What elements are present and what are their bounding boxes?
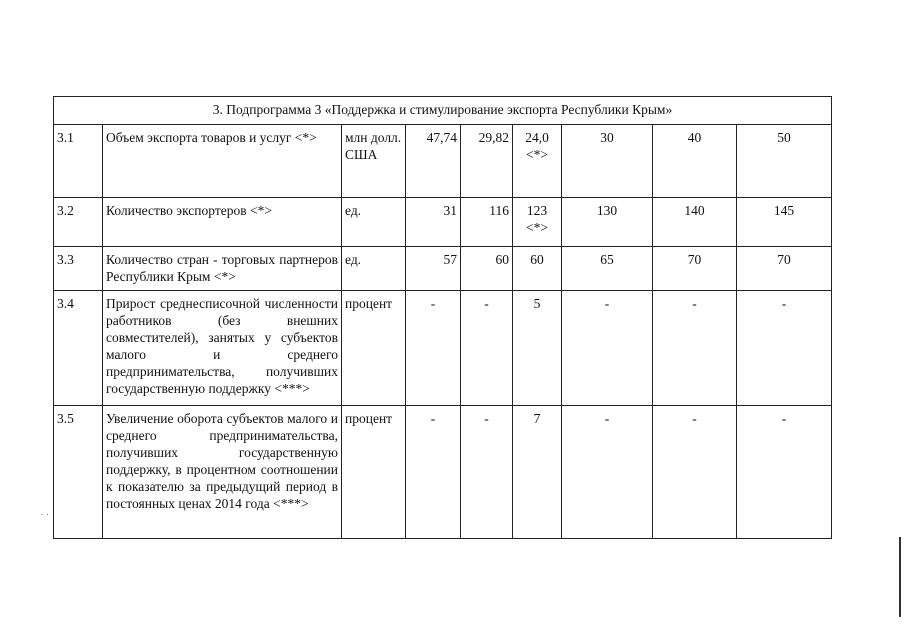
table-row [54,291,832,406]
value-cell: 5 [513,291,562,406]
value-cell: 70 [653,247,737,291]
indicator-name: Прирост среднесписочной численности работников (без внешних совместителей), занятых у субъектов малого и среднего предпринимательства, получивших государственную поддержку <***> [103,291,342,406]
value-cell: 31 [406,198,461,247]
table-row [54,406,832,539]
table-row [54,125,832,198]
value-cell: 123 <*> [513,198,562,247]
value-cell: 130 [562,198,653,247]
table-row [54,247,832,291]
value-cell: 60 [513,247,562,291]
value-cell: 30 [562,125,653,198]
value-cell: - [562,291,653,406]
indicator-name: Количество стран - торговых партнеров Республики Крым <*> [103,247,342,291]
row-number: 3.3 [54,247,103,291]
indicators-table [53,96,832,539]
subprogram-header-row [54,97,832,125]
value-cell: 24,0 <*> [513,125,562,198]
value-cell: 65 [562,247,653,291]
scan-edge-mark [899,537,901,617]
value-cell: - [653,406,737,539]
unit-cell: млн долл. США [342,125,406,198]
value-cell: 60 [461,247,513,291]
value-cell: - [737,406,832,539]
value-cell: - [461,291,513,406]
unit-cell: процент [342,406,406,539]
value-cell: 47,74 [406,125,461,198]
value-cell: 116 [461,198,513,247]
value-cell: 29,82 [461,125,513,198]
indicator-name: Объем экспорта товаров и услуг <*> [103,125,342,198]
value-cell: 70 [737,247,832,291]
row-number: 3.1 [54,125,103,198]
unit-cell: ед. [342,247,406,291]
value-cell: - [461,406,513,539]
row-number: 3.4 [54,291,103,406]
indicator-name: Увеличение оборота субъектов малого и среднего предпринимательства, получивших государственную поддержку, в процентном соотношении к показателю за предыдущий период в постоянных ценах 2014 года <***> [103,406,342,539]
value-cell: 40 [653,125,737,198]
subprogram-title: 3. Подпрограмма 3 «Поддержка и стимулирование экспорта Республики Крым» [54,97,832,125]
indicator-name: Количество экспортеров <*> [103,198,342,247]
value-cell: 140 [653,198,737,247]
value-cell: 145 [737,198,832,247]
value-cell: - [737,291,832,406]
unit-cell: ед. [342,198,406,247]
row-number: 3.5 [54,406,103,539]
unit-cell: процент [342,291,406,406]
scan-speck: · · [40,510,50,521]
value-cell: - [562,406,653,539]
value-cell: 50 [737,125,832,198]
value-cell: - [406,406,461,539]
row-number: 3.2 [54,198,103,247]
value-cell: - [653,291,737,406]
value-cell: 57 [406,247,461,291]
value-cell: 7 [513,406,562,539]
table-row [54,198,832,247]
value-cell: - [406,291,461,406]
